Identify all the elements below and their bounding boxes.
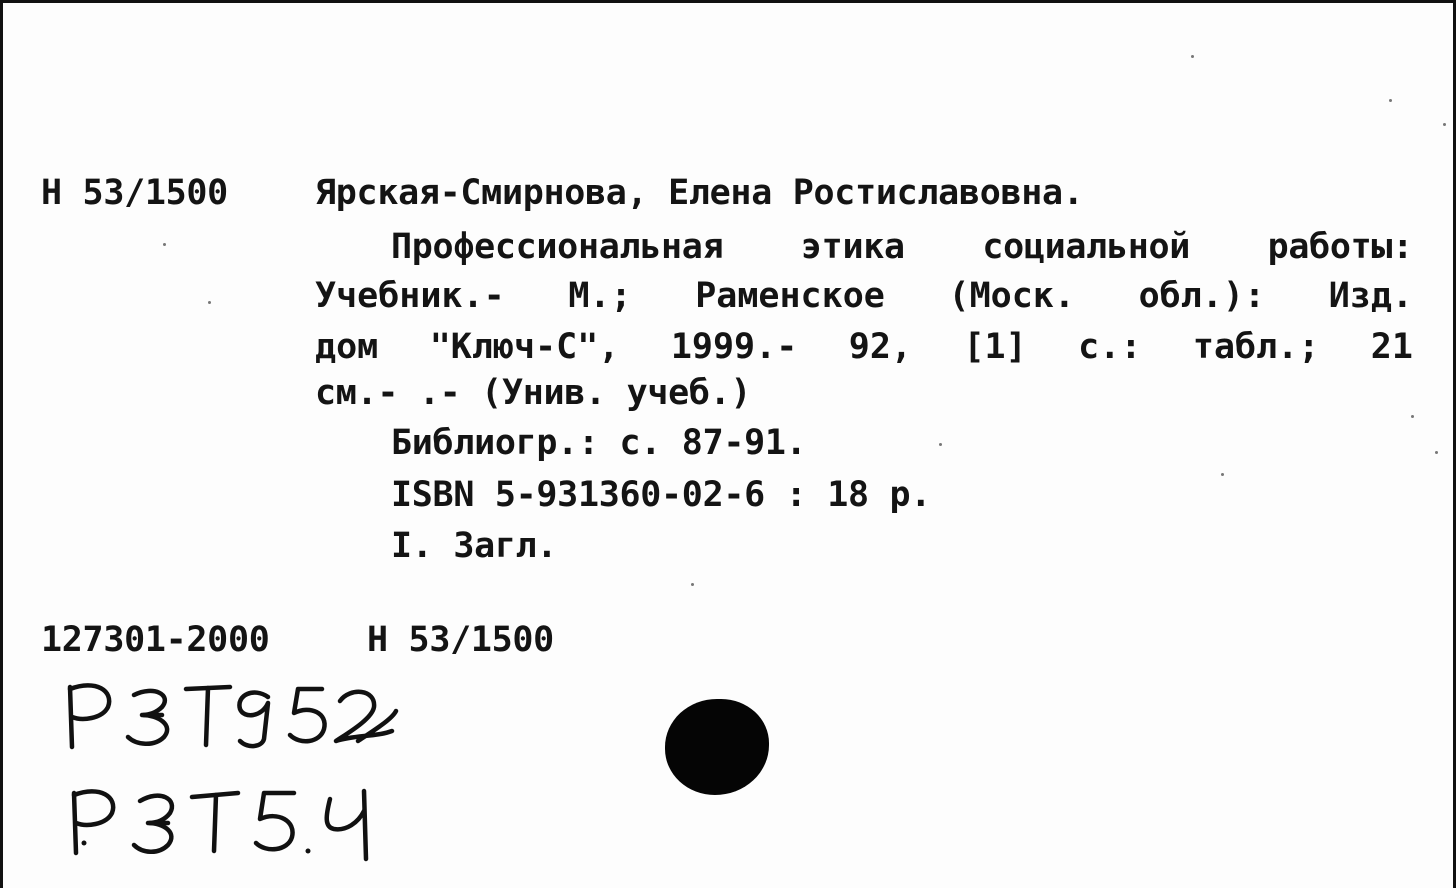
- title-line: [391, 227, 1413, 267]
- scan-speck: [1191, 55, 1194, 58]
- scan-speck: [208, 301, 211, 304]
- author-heading: Ярская-Смирнова, Елена Ростиславовна.: [315, 173, 1084, 213]
- call-number: Н 53/1500: [41, 173, 228, 213]
- imprint-word: Раменское: [695, 276, 885, 316]
- imprint-word: Изд.: [1328, 276, 1413, 316]
- isbn-price: ISBN 5-931360-02-6 : 18 р.: [391, 475, 932, 515]
- scan-speck: [1435, 451, 1438, 454]
- scan-speck: [1411, 415, 1414, 418]
- scan-speck: [1389, 99, 1392, 102]
- scan-speck: [163, 243, 166, 246]
- imprint-word: с.:: [1078, 327, 1142, 367]
- bibliography-note: Библиогр.: с. 87-91.: [391, 423, 807, 463]
- accession-number: 127301-2000: [41, 620, 270, 660]
- imprint-word: (Моск.: [948, 276, 1075, 316]
- imprint-line-2: [315, 327, 1413, 367]
- imprint-word: [1]: [963, 327, 1027, 367]
- handwritten-class-2: [58, 771, 378, 861]
- imprint-word: М.;: [568, 276, 632, 316]
- scan-speck: [1221, 473, 1224, 476]
- imprint-word: дом: [315, 327, 379, 367]
- imprint-word: табл.;: [1192, 327, 1320, 367]
- imprint-word: 1999.-: [670, 327, 798, 367]
- imprint-word: 92,: [848, 327, 912, 367]
- title-word: Профессиональная: [391, 227, 724, 267]
- call-number-bottom: Н 53/1500: [367, 620, 554, 660]
- title-word: социальной: [982, 227, 1191, 267]
- imprint-word: обл.):: [1138, 276, 1266, 316]
- imprint-word: "Ключ-С",: [429, 327, 620, 367]
- title-word: этика: [800, 227, 905, 267]
- scan-speck: [1443, 123, 1446, 126]
- imprint-line-1: [315, 276, 1413, 316]
- punch-hole: [665, 699, 769, 795]
- imprint-word: Учебник.-: [315, 276, 505, 316]
- scan-speck: [691, 583, 694, 586]
- imprint-line-3: см.- .- (Унив. учеб.): [315, 373, 752, 413]
- title-tracing: I. Загл.: [391, 526, 558, 566]
- imprint-word: 21: [1370, 327, 1413, 367]
- handwritten-class-1: [58, 675, 398, 753]
- scan-speck: [939, 443, 942, 446]
- title-word: работы:: [1267, 227, 1413, 267]
